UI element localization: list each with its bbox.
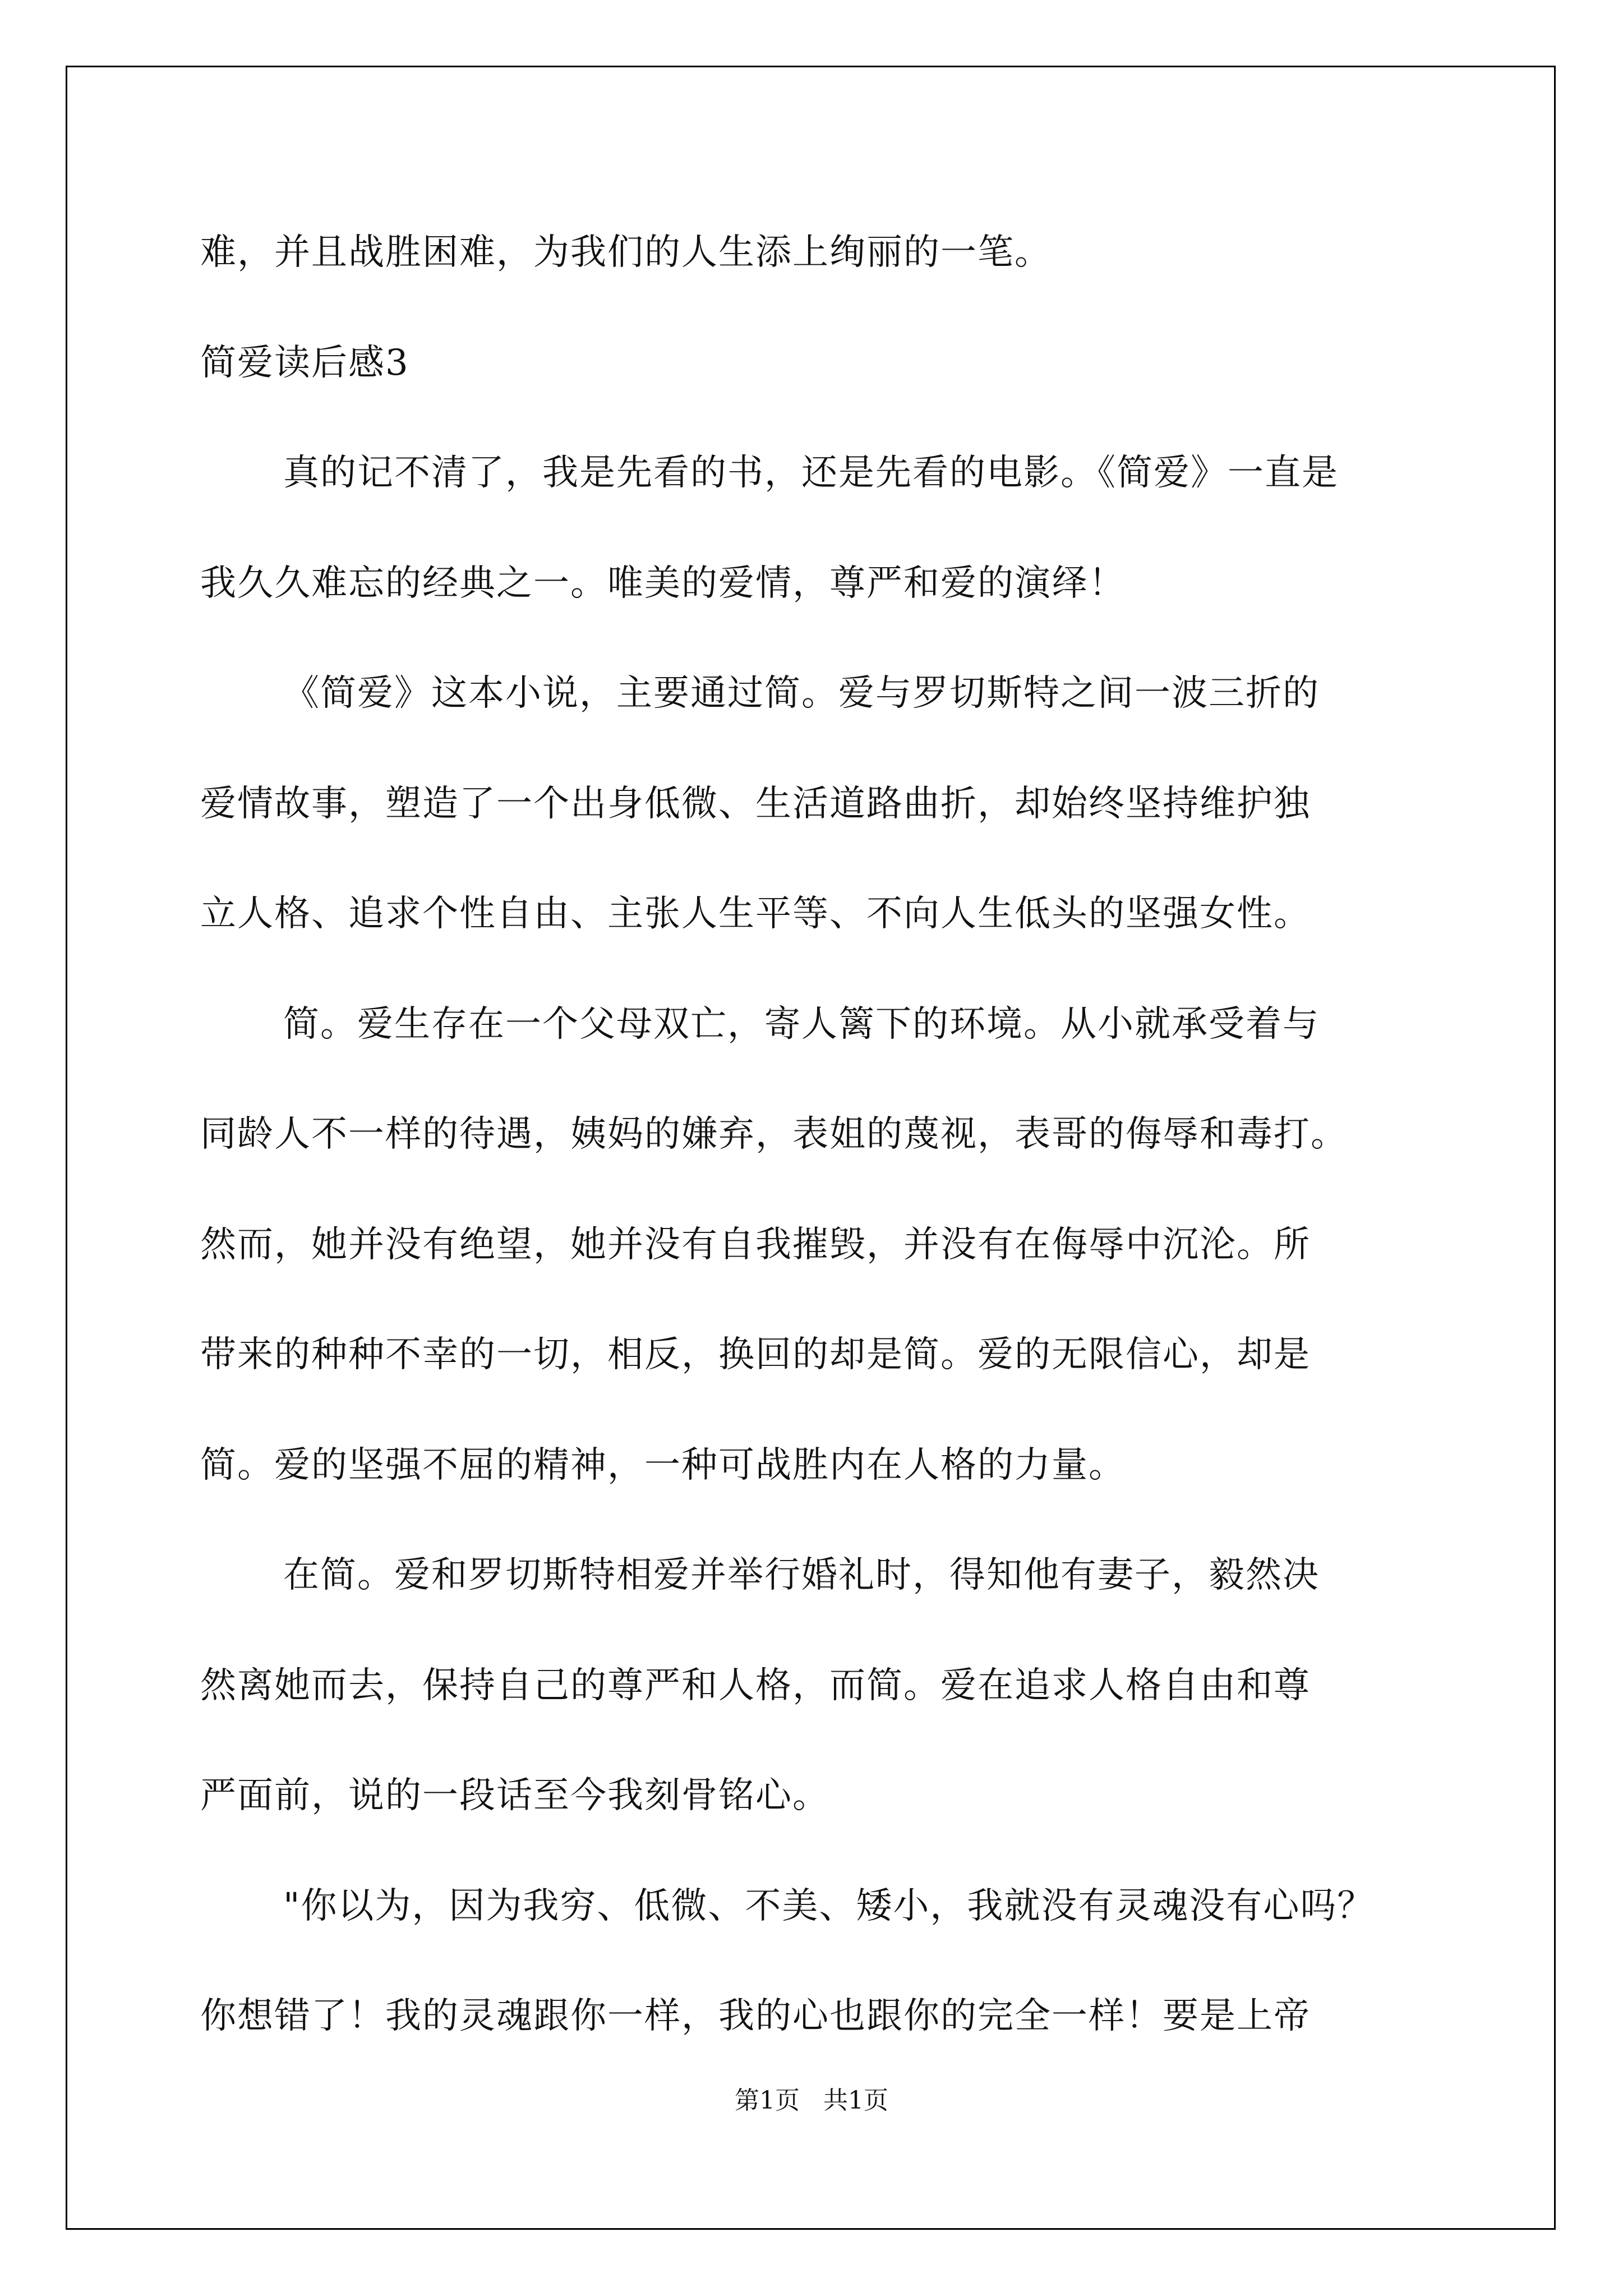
text-line: 严面前，说的一段话至今我刻骨铭心。: [200, 1775, 829, 1816]
text-line: 同龄人不一样的待遇，姨妈的嫌弃，表姐的蔑视，表哥的侮辱和毒打。: [200, 1114, 1348, 1155]
text-line: 简。爱生存在一个父母双亡，寄人篱下的环境。从小就承受着与: [283, 1003, 1320, 1045]
text-line: 然而，她并没有绝望，她并没有自我摧毁，并没有在侮辱中沉沦。所: [200, 1223, 1311, 1266]
text-line: 然离她而去，保持自己的尊严和人格，而简。爱在追求人格自由和尊: [200, 1664, 1311, 1706]
text-line: 简。爱的坚强不屈的精神，一种可战胜内在人格的力量。: [200, 1444, 1126, 1486]
document-body: [200, 219, 1434, 2093]
text-line: 带来的种种不幸的一切，相反，换回的却是简。爱的无限信心，却是: [200, 1334, 1311, 1375]
text-line: 在简。爱和罗切斯特相爱并举行婚礼时，得知他有妻子，毅然决: [283, 1554, 1320, 1596]
text-line: 立人格、追求个性自由、主张人生平等、不向人生低头的坚强女性。: [200, 893, 1311, 935]
text-line: 《简爱》这本小说，主要通过简。爱与罗切斯特之间一波三折的: [283, 673, 1320, 714]
text-line: 我久久难忘的经典之一。唯美的爱情，尊严和爱的演绎！: [200, 562, 1126, 604]
text-line: 你想错了！我的灵魂跟你一样，我的心也跟你的完全一样！要是上帝: [200, 1995, 1311, 2037]
text-line: 真的记不清了，我是先看的书，还是先看的电影。《简爱》一直是: [283, 452, 1339, 494]
text-line: 爱情故事，塑造了一个出身低微、生活道路曲折，却始终坚持维护独: [200, 783, 1311, 825]
text-line: "你以为，因为我穷、低微、不美、矮小，我就没有灵魂没有心吗？: [283, 1885, 1375, 1927]
section-heading: 简爱读后感3: [200, 342, 409, 384]
text-line: 难，并且战胜困难，为我们的人生添上绚丽的一笔。: [200, 232, 1052, 273]
page-footer: 第1页 共1页: [735, 2086, 888, 2115]
